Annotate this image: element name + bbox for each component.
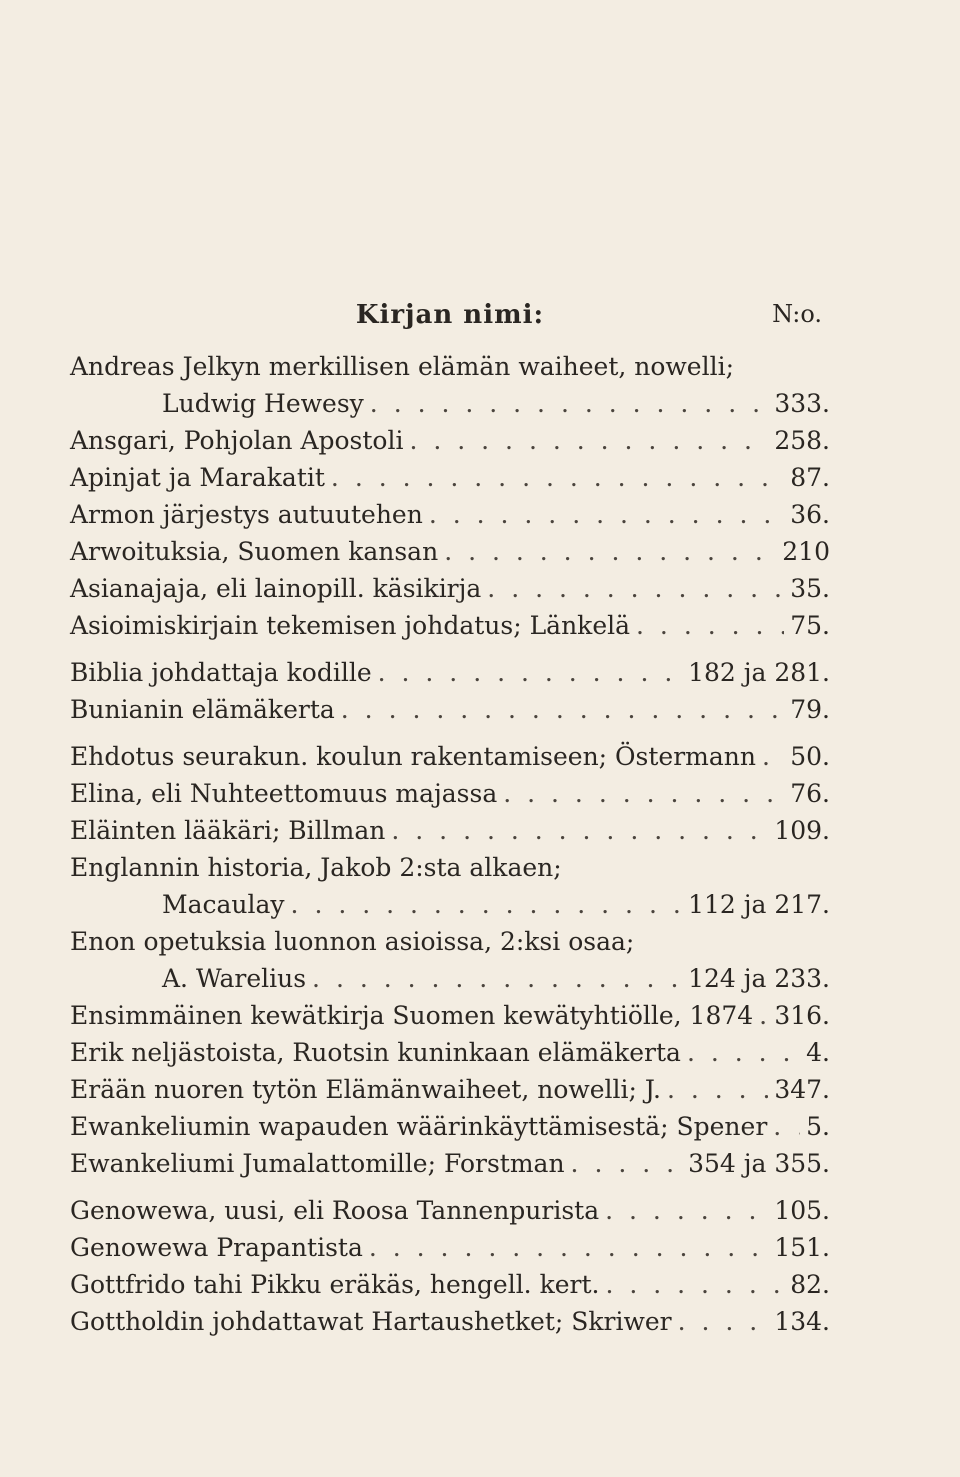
list-item <box>70 1266 830 1303</box>
list-item <box>70 997 830 1034</box>
entry-number: 354 ja 355. <box>688 1149 830 1178</box>
header-number-label: N:o. <box>772 300 822 328</box>
list-item <box>70 812 830 849</box>
entry-title: Erään nuoren tytön Elämänwaiheet, nowelli; J. <box>70 1075 661 1104</box>
header-title: Kirjan nimi: <box>355 300 545 330</box>
list-item <box>70 496 830 533</box>
leader-dots <box>391 812 768 849</box>
list-item <box>70 691 830 728</box>
entry-title: Ehdotus seurakun. koulun rakentamiseen; Östermann <box>70 742 756 771</box>
entry-title: Macaulay <box>162 890 285 919</box>
leader-dots <box>409 422 768 459</box>
entry-number: 50. <box>790 742 830 771</box>
list-item <box>70 923 830 960</box>
entry-title: Andreas Jelkyn merkillisen elämän waiheet, nowelli; <box>70 352 735 381</box>
list-item <box>70 1145 830 1182</box>
entry-title: A. Warelius <box>162 964 307 993</box>
leader-dots <box>605 1192 768 1229</box>
entry-number: 75. <box>790 611 830 640</box>
entry-title: Eläinten lääkäri; Billman <box>70 816 386 845</box>
list-item <box>70 960 830 997</box>
entry-title: Erik neljästoista, Ruotsin kuninkaan elämäkerta <box>70 1038 681 1067</box>
list-item <box>70 775 830 812</box>
leader-dots <box>678 1303 769 1340</box>
entry-number: 36. <box>790 500 830 529</box>
entry-title: Gottfrido tahi Pikku eräkäs, hengell. kert. <box>70 1270 600 1299</box>
leader-dots <box>291 886 683 923</box>
entry-title: Apinjat ja Marakatit <box>70 463 325 492</box>
entry-title: Asianajaja, eli lainopill. käsikirja <box>70 574 482 603</box>
leader-dots <box>369 1229 768 1266</box>
leader-dots <box>312 960 682 997</box>
entry-number: 316. <box>774 1001 830 1030</box>
list-header <box>70 300 830 336</box>
entry-number: 151. <box>774 1233 830 1262</box>
entry-title: Arwoituksia, Suomen kansan <box>70 537 439 566</box>
list-item <box>70 607 830 644</box>
entry-number: 333. <box>774 389 830 418</box>
leader-dots <box>759 997 768 1034</box>
entry-title: Genowewa Prapantista <box>70 1233 363 1262</box>
leader-dots <box>341 691 784 728</box>
leader-dots <box>636 607 784 644</box>
list-item <box>70 1192 830 1229</box>
list-item <box>70 654 830 691</box>
leader-dots <box>503 775 784 812</box>
list-item <box>70 459 830 496</box>
entry-title: Ewankeliumi Jumalattomille; Forstman <box>70 1149 565 1178</box>
leader-dots <box>370 385 769 422</box>
leader-dots <box>429 496 784 533</box>
entry-number: 258. <box>774 426 830 455</box>
list-item <box>70 849 830 886</box>
entry-number: 35. <box>790 574 830 603</box>
entry-number: 4. <box>806 1038 830 1067</box>
entry-number: 182 ja 281. <box>688 658 830 687</box>
entry-title: Genowewa, uusi, eli Roosa Tannenpurista <box>70 1196 600 1225</box>
entry-title: Enon opetuksia luonnon asioissa, 2:ksi osaa; <box>70 927 635 956</box>
list-item <box>70 422 830 459</box>
leader-dots <box>331 459 784 496</box>
entry-title: Bunianin elämäkerta <box>70 695 335 724</box>
entry-number: 347. <box>774 1075 830 1104</box>
list-item <box>70 533 830 570</box>
entry-number: 87. <box>790 463 830 492</box>
entry-title: Ensimmäinen kewätkirja Suomen kewätyhtiölle, 1874 <box>70 1001 754 1030</box>
entry-title: Gottholdin johdattawat Hartaushetket; Skriwer <box>70 1307 672 1336</box>
entry-number: 105. <box>774 1196 830 1225</box>
list-item <box>70 1034 830 1071</box>
list-item <box>70 886 830 923</box>
list-item <box>70 1303 830 1340</box>
leader-dots <box>378 654 682 691</box>
entry-title: Elina, eli Nuhteettomuus majassa <box>70 779 498 808</box>
entry-title: Biblia johdattaja kodille <box>70 658 372 687</box>
entry-number: 79. <box>790 695 830 724</box>
list-item <box>70 348 830 385</box>
entry-title: Asioimiskirjain tekemisen johdatus; Länkelä <box>70 611 631 640</box>
index-list <box>70 348 830 1340</box>
entry-number: 134. <box>774 1307 830 1336</box>
leader-dots <box>571 1145 683 1182</box>
leader-dots <box>762 738 784 775</box>
list-item <box>70 738 830 775</box>
entry-title: Ansgari, Pohjolan Apostoli <box>70 426 404 455</box>
entry-number: 82. <box>790 1270 830 1299</box>
entry-title: Armon järjestys autuutehen <box>70 500 423 529</box>
leader-dots <box>687 1034 800 1071</box>
entry-number: 210 <box>782 537 830 566</box>
entry-number: 109. <box>774 816 830 845</box>
leader-dots <box>444 533 776 570</box>
entry-number: 124 ja 233. <box>688 964 830 993</box>
entry-title: Ewankeliumin wapauden wäärinkäyttämisestä; Spener <box>70 1112 768 1141</box>
list-item <box>70 1071 830 1108</box>
list-item <box>70 570 830 607</box>
leader-dots <box>605 1266 784 1303</box>
entry-title: Englannin historia, Jakob 2:sta alkaen; <box>70 853 562 882</box>
list-item <box>70 1108 830 1145</box>
entry-title: Ludwig Hewesy <box>162 389 364 418</box>
entry-number: 5. <box>806 1112 830 1141</box>
leader-dots <box>773 1108 800 1145</box>
leader-dots <box>667 1071 768 1108</box>
entry-number: 112 ja 217. <box>688 890 830 919</box>
entry-number: 76. <box>790 779 830 808</box>
list-item <box>70 385 830 422</box>
leader-dots <box>487 570 784 607</box>
list-item <box>70 1229 830 1266</box>
